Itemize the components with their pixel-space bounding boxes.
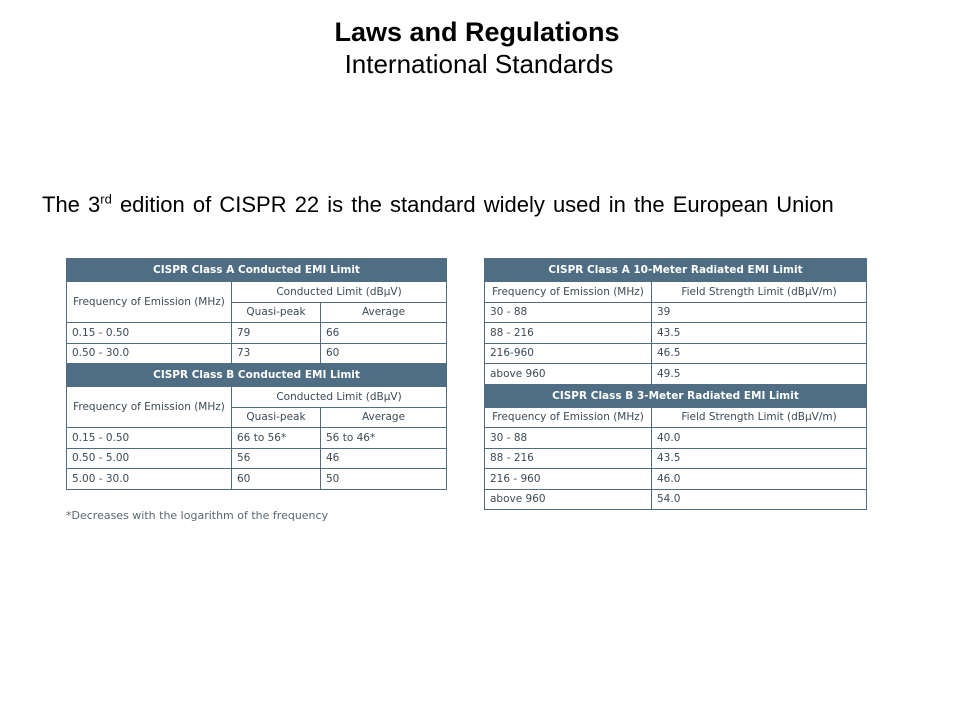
- table-row: [485, 323, 867, 344]
- table-row: [485, 448, 867, 469]
- table-row: [67, 343, 447, 364]
- table-row: [67, 323, 447, 344]
- table-row: [67, 448, 447, 469]
- class-a-radiated-freq-header: Frequency of Emission (MHz): [485, 282, 652, 303]
- freq-cell: 5.00 - 30.0: [67, 469, 232, 490]
- freq-cell: 216 - 960: [485, 469, 652, 490]
- freq-cell: 0.50 - 30.0: [67, 343, 232, 364]
- table-header-row: [485, 282, 867, 303]
- freq-cell: 0.15 - 0.50: [67, 323, 232, 344]
- avg-cell: 46: [321, 448, 447, 469]
- avg-cell: 56 to 46*: [321, 428, 447, 449]
- class-b-freq-header: Frequency of Emission (MHz): [67, 387, 232, 428]
- intro-paragraph: [42, 190, 910, 219]
- radiated-emi-table: [484, 258, 867, 510]
- class-a-limit-header: Conducted Limit (dBµV): [232, 282, 447, 303]
- class-b-radiated-freq-header: Frequency of Emission (MHz): [485, 407, 652, 428]
- limit-cell: 40.0: [652, 428, 867, 449]
- qp-cell: 73: [232, 343, 321, 364]
- qp-cell: 56: [232, 448, 321, 469]
- table-header-row: [67, 387, 447, 408]
- table-title-row: [485, 259, 867, 282]
- qp-cell: 79: [232, 323, 321, 344]
- freq-cell: above 960: [485, 364, 652, 385]
- freq-cell: 0.50 - 5.00: [67, 448, 232, 469]
- table-row: [485, 428, 867, 449]
- avg-cell: 66: [321, 323, 447, 344]
- avg-cell: 60: [321, 343, 447, 364]
- freq-cell: 88 - 216: [485, 448, 652, 469]
- table-title-row: [485, 384, 867, 407]
- freq-cell: 88 - 216: [485, 323, 652, 344]
- table-header-row: [67, 282, 447, 303]
- table-row: [485, 302, 867, 323]
- freq-cell: 30 - 88: [485, 428, 652, 449]
- table-header-row: [485, 407, 867, 428]
- conducted-emi-table: [66, 258, 447, 490]
- table-row: [67, 469, 447, 490]
- table-title-row: [67, 364, 447, 387]
- table-row: [485, 343, 867, 364]
- limit-cell: 54.0: [652, 489, 867, 510]
- table-footnote: *Decreases with the logarithm of the frequency: [66, 509, 329, 522]
- freq-cell: 30 - 88: [485, 302, 652, 323]
- limit-cell: 39: [652, 302, 867, 323]
- class-b-qp-header: Quasi-peak: [232, 407, 321, 428]
- page-subtitle: International Standards: [344, 49, 614, 79]
- qp-cell: 66 to 56*: [232, 428, 321, 449]
- limit-cell: 46.0: [652, 469, 867, 490]
- class-a-avg-header: Average: [321, 302, 447, 323]
- limit-cell: 43.5: [652, 323, 867, 344]
- class-b-radiated-title: CISPR Class B 3-Meter Radiated EMI Limit: [485, 384, 867, 407]
- table-title-row: [67, 259, 447, 282]
- qp-cell: 60: [232, 469, 321, 490]
- table-row: [485, 489, 867, 510]
- intro-superscript: rd: [100, 191, 112, 207]
- freq-cell: 0.15 - 0.50: [67, 428, 232, 449]
- slide-title-block: [0, 16, 960, 80]
- page-title: Laws and Regulations: [334, 17, 620, 47]
- limit-cell: 43.5: [652, 448, 867, 469]
- class-a-freq-header: Frequency of Emission (MHz): [67, 282, 232, 323]
- table-row: [485, 364, 867, 385]
- table-row: [67, 428, 447, 449]
- table-row: [485, 469, 867, 490]
- class-b-radiated-limit-header: Field Strength Limit (dBµV/m): [652, 407, 867, 428]
- class-a-qp-header: Quasi-peak: [232, 302, 321, 323]
- intro-suffix: edition of CISPR 22 is the standard widely used in the European Union: [111, 192, 834, 217]
- class-a-radiated-limit-header: Field Strength Limit (dBµV/m): [652, 282, 867, 303]
- class-b-limit-header: Conducted Limit (dBµV): [232, 387, 447, 408]
- limit-cell: 46.5: [652, 343, 867, 364]
- class-b-conducted-title: CISPR Class B Conducted EMI Limit: [67, 364, 447, 387]
- limit-cell: 49.5: [652, 364, 867, 385]
- class-a-conducted-title: CISPR Class A Conducted EMI Limit: [67, 259, 447, 282]
- class-b-avg-header: Average: [321, 407, 447, 428]
- class-a-radiated-title: CISPR Class A 10-Meter Radiated EMI Limit: [485, 259, 867, 282]
- avg-cell: 50: [321, 469, 447, 490]
- freq-cell: 216-960: [485, 343, 652, 364]
- intro-prefix: The 3: [42, 192, 101, 217]
- freq-cell: above 960: [485, 489, 652, 510]
